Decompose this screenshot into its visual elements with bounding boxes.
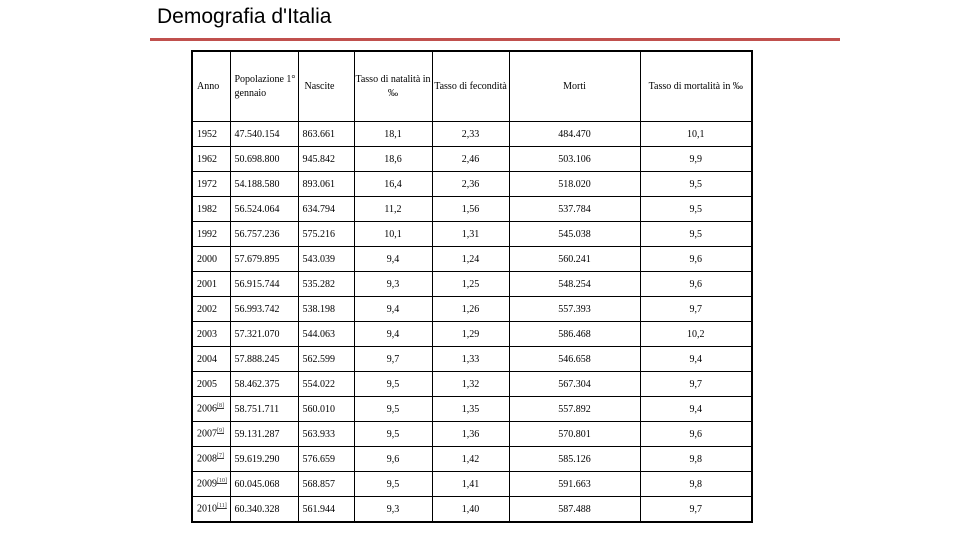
cell-natalita: 9,5 xyxy=(354,472,432,497)
cell-mortalita: 9,4 xyxy=(640,397,752,422)
table-row xyxy=(192,322,752,347)
footnote-ref-link[interactable]: [11] xyxy=(217,503,227,510)
header-nascite: Nascite xyxy=(298,51,354,122)
cell-anno-year: 1982 xyxy=(197,203,217,215)
cell-anno-year: 1952 xyxy=(197,128,217,140)
cell-fecondita: 1,42 xyxy=(432,447,509,472)
cell-morti: 560.241 xyxy=(509,247,640,272)
cell-fecondita: 1,35 xyxy=(432,397,509,422)
cell-anno xyxy=(192,272,230,297)
cell-anno-year: 2006 xyxy=(197,403,217,415)
cell-mortalita: 9,9 xyxy=(640,147,752,172)
table-row xyxy=(192,422,752,447)
demography-table-container xyxy=(191,50,751,523)
cell-anno xyxy=(192,472,230,497)
cell-mortalita: 9,7 xyxy=(640,372,752,397)
cell-popolazione: 56.524.064 xyxy=(230,197,298,222)
cell-mortalita: 9,8 xyxy=(640,447,752,472)
cell-natalita: 9,4 xyxy=(354,297,432,322)
cell-anno-year: 2010 xyxy=(197,503,217,515)
cell-morti: 591.663 xyxy=(509,472,640,497)
cell-popolazione: 59.619.290 xyxy=(230,447,298,472)
table-body xyxy=(192,122,752,523)
cell-morti: 587.488 xyxy=(509,497,640,523)
cell-popolazione: 60.340.328 xyxy=(230,497,298,523)
cell-natalita: 9,3 xyxy=(354,272,432,297)
cell-anno-year: 2005 xyxy=(197,378,217,390)
cell-fecondita: 1,33 xyxy=(432,347,509,372)
table-row xyxy=(192,272,752,297)
cell-anno xyxy=(192,372,230,397)
cell-fecondita: 1,41 xyxy=(432,472,509,497)
cell-morti: 570.801 xyxy=(509,422,640,447)
cell-fecondita: 1,24 xyxy=(432,247,509,272)
cell-popolazione: 57.679.895 xyxy=(230,247,298,272)
table-row xyxy=(192,297,752,322)
header-mortalita: Tasso di mortalità in ‰ xyxy=(640,51,752,122)
cell-natalita: 9,5 xyxy=(354,397,432,422)
cell-mortalita: 10,1 xyxy=(640,122,752,147)
cell-anno-year: 2000 xyxy=(197,253,217,265)
cell-anno xyxy=(192,222,230,247)
header-natalita: Tasso di natalità in ‰ xyxy=(354,51,432,122)
cell-anno-year: 2002 xyxy=(197,303,217,315)
cell-anno-year: 1962 xyxy=(197,153,217,165)
cell-popolazione: 57.888.245 xyxy=(230,347,298,372)
cell-anno xyxy=(192,322,230,347)
cell-mortalita: 9,6 xyxy=(640,272,752,297)
cell-nascite: 634.794 xyxy=(298,197,354,222)
table-row xyxy=(192,447,752,472)
cell-nascite: 568.857 xyxy=(298,472,354,497)
table-row xyxy=(192,197,752,222)
cell-popolazione: 59.131.287 xyxy=(230,422,298,447)
cell-fecondita: 1,31 xyxy=(432,222,509,247)
cell-natalita: 16,4 xyxy=(354,172,432,197)
cell-mortalita: 10,2 xyxy=(640,322,752,347)
cell-mortalita: 9,6 xyxy=(640,247,752,272)
cell-nascite: 561.944 xyxy=(298,497,354,523)
cell-natalita: 9,4 xyxy=(354,322,432,347)
cell-morti: 546.658 xyxy=(509,347,640,372)
cell-mortalita: 9,7 xyxy=(640,297,752,322)
cell-nascite: 554.022 xyxy=(298,372,354,397)
cell-morti: 585.126 xyxy=(509,447,640,472)
cell-anno xyxy=(192,172,230,197)
cell-morti: 518.020 xyxy=(509,172,640,197)
cell-popolazione: 54.188.580 xyxy=(230,172,298,197)
cell-nascite: 544.063 xyxy=(298,322,354,347)
header-popolazione: Popolazione 1° gennaio xyxy=(230,51,298,122)
cell-natalita: 11,2 xyxy=(354,197,432,222)
cell-morti: 503.106 xyxy=(509,147,640,172)
cell-nascite: 893.061 xyxy=(298,172,354,197)
cell-anno xyxy=(192,247,230,272)
cell-fecondita: 1,32 xyxy=(432,372,509,397)
cell-popolazione: 56.757.236 xyxy=(230,222,298,247)
footnote-ref-link[interactable]: [7] xyxy=(217,453,224,460)
cell-mortalita: 9,5 xyxy=(640,197,752,222)
cell-nascite: 538.198 xyxy=(298,297,354,322)
cell-anno xyxy=(192,347,230,372)
cell-fecondita: 1,40 xyxy=(432,497,509,523)
cell-mortalita: 9,8 xyxy=(640,472,752,497)
cell-natalita: 9,4 xyxy=(354,247,432,272)
cell-natalita: 18,1 xyxy=(354,122,432,147)
cell-anno-year: 2009 xyxy=(197,478,217,490)
cell-mortalita: 9,4 xyxy=(640,347,752,372)
cell-popolazione: 56.915.744 xyxy=(230,272,298,297)
cell-mortalita: 9,5 xyxy=(640,222,752,247)
cell-mortalita: 9,6 xyxy=(640,422,752,447)
cell-fecondita: 1,36 xyxy=(432,422,509,447)
cell-fecondita: 2,46 xyxy=(432,147,509,172)
table-row xyxy=(192,347,752,372)
cell-popolazione: 58.462.375 xyxy=(230,372,298,397)
cell-nascite: 575.216 xyxy=(298,222,354,247)
cell-nascite: 563.933 xyxy=(298,422,354,447)
table-row xyxy=(192,222,752,247)
table-row xyxy=(192,247,752,272)
cell-fecondita: 1,25 xyxy=(432,272,509,297)
cell-anno xyxy=(192,422,230,447)
cell-popolazione: 60.045.068 xyxy=(230,472,298,497)
cell-popolazione: 50.698.800 xyxy=(230,147,298,172)
footnote-ref-link[interactable]: [8] xyxy=(217,403,224,410)
cell-morti: 567.304 xyxy=(509,372,640,397)
cell-nascite: 543.039 xyxy=(298,247,354,272)
title-underline xyxy=(150,38,840,41)
header-fecondita: Tasso di fecondità xyxy=(432,51,509,122)
cell-popolazione: 47.540.154 xyxy=(230,122,298,147)
cell-anno xyxy=(192,122,230,147)
cell-fecondita: 2,36 xyxy=(432,172,509,197)
cell-natalita: 9,6 xyxy=(354,447,432,472)
cell-anno-year: 1992 xyxy=(197,228,217,240)
cell-nascite: 562.599 xyxy=(298,347,354,372)
cell-popolazione: 56.993.742 xyxy=(230,297,298,322)
table-header-row xyxy=(192,51,752,122)
cell-anno-year: 2004 xyxy=(197,353,217,365)
table-row xyxy=(192,172,752,197)
cell-natalita: 10,1 xyxy=(354,222,432,247)
table-row xyxy=(192,122,752,147)
cell-anno-year: 1972 xyxy=(197,178,217,190)
footnote-ref-link[interactable]: [10] xyxy=(217,478,227,485)
cell-natalita: 9,3 xyxy=(354,497,432,523)
cell-fecondita: 1,56 xyxy=(432,197,509,222)
header-morti: Morti xyxy=(509,51,640,122)
cell-anno xyxy=(192,447,230,472)
cell-natalita: 9,5 xyxy=(354,372,432,397)
cell-nascite: 560.010 xyxy=(298,397,354,422)
table-row xyxy=(192,472,752,497)
header-anno: Anno xyxy=(192,51,230,122)
cell-anno-year: 2007 xyxy=(197,428,217,440)
cell-mortalita: 9,5 xyxy=(640,172,752,197)
cell-anno-year: 2001 xyxy=(197,278,217,290)
cell-nascite: 535.282 xyxy=(298,272,354,297)
table-row xyxy=(192,497,752,523)
cell-fecondita: 1,29 xyxy=(432,322,509,347)
cell-anno-year: 2003 xyxy=(197,328,217,340)
cell-nascite: 945.842 xyxy=(298,147,354,172)
cell-natalita: 18,6 xyxy=(354,147,432,172)
table-row xyxy=(192,147,752,172)
cell-anno-year: 2008 xyxy=(197,453,217,465)
cell-morti: 548.254 xyxy=(509,272,640,297)
cell-fecondita: 1,26 xyxy=(432,297,509,322)
cell-morti: 586.468 xyxy=(509,322,640,347)
table-row xyxy=(192,397,752,422)
cell-popolazione: 58.751.711 xyxy=(230,397,298,422)
cell-anno xyxy=(192,397,230,422)
page-title: Demografia d'Italia xyxy=(157,5,332,28)
cell-nascite: 863.661 xyxy=(298,122,354,147)
cell-nascite: 576.659 xyxy=(298,447,354,472)
cell-morti: 557.892 xyxy=(509,397,640,422)
cell-anno xyxy=(192,197,230,222)
cell-morti: 537.784 xyxy=(509,197,640,222)
cell-anno xyxy=(192,147,230,172)
footnote-ref-link[interactable]: [9] xyxy=(217,428,224,435)
demography-table xyxy=(191,50,753,523)
table-row xyxy=(192,372,752,397)
cell-mortalita: 9,7 xyxy=(640,497,752,523)
cell-anno xyxy=(192,497,230,523)
cell-natalita: 9,5 xyxy=(354,422,432,447)
cell-morti: 484.470 xyxy=(509,122,640,147)
cell-anno xyxy=(192,297,230,322)
cell-popolazione: 57.321.070 xyxy=(230,322,298,347)
cell-natalita: 9,7 xyxy=(354,347,432,372)
cell-morti: 557.393 xyxy=(509,297,640,322)
cell-fecondita: 2,33 xyxy=(432,122,509,147)
cell-morti: 545.038 xyxy=(509,222,640,247)
